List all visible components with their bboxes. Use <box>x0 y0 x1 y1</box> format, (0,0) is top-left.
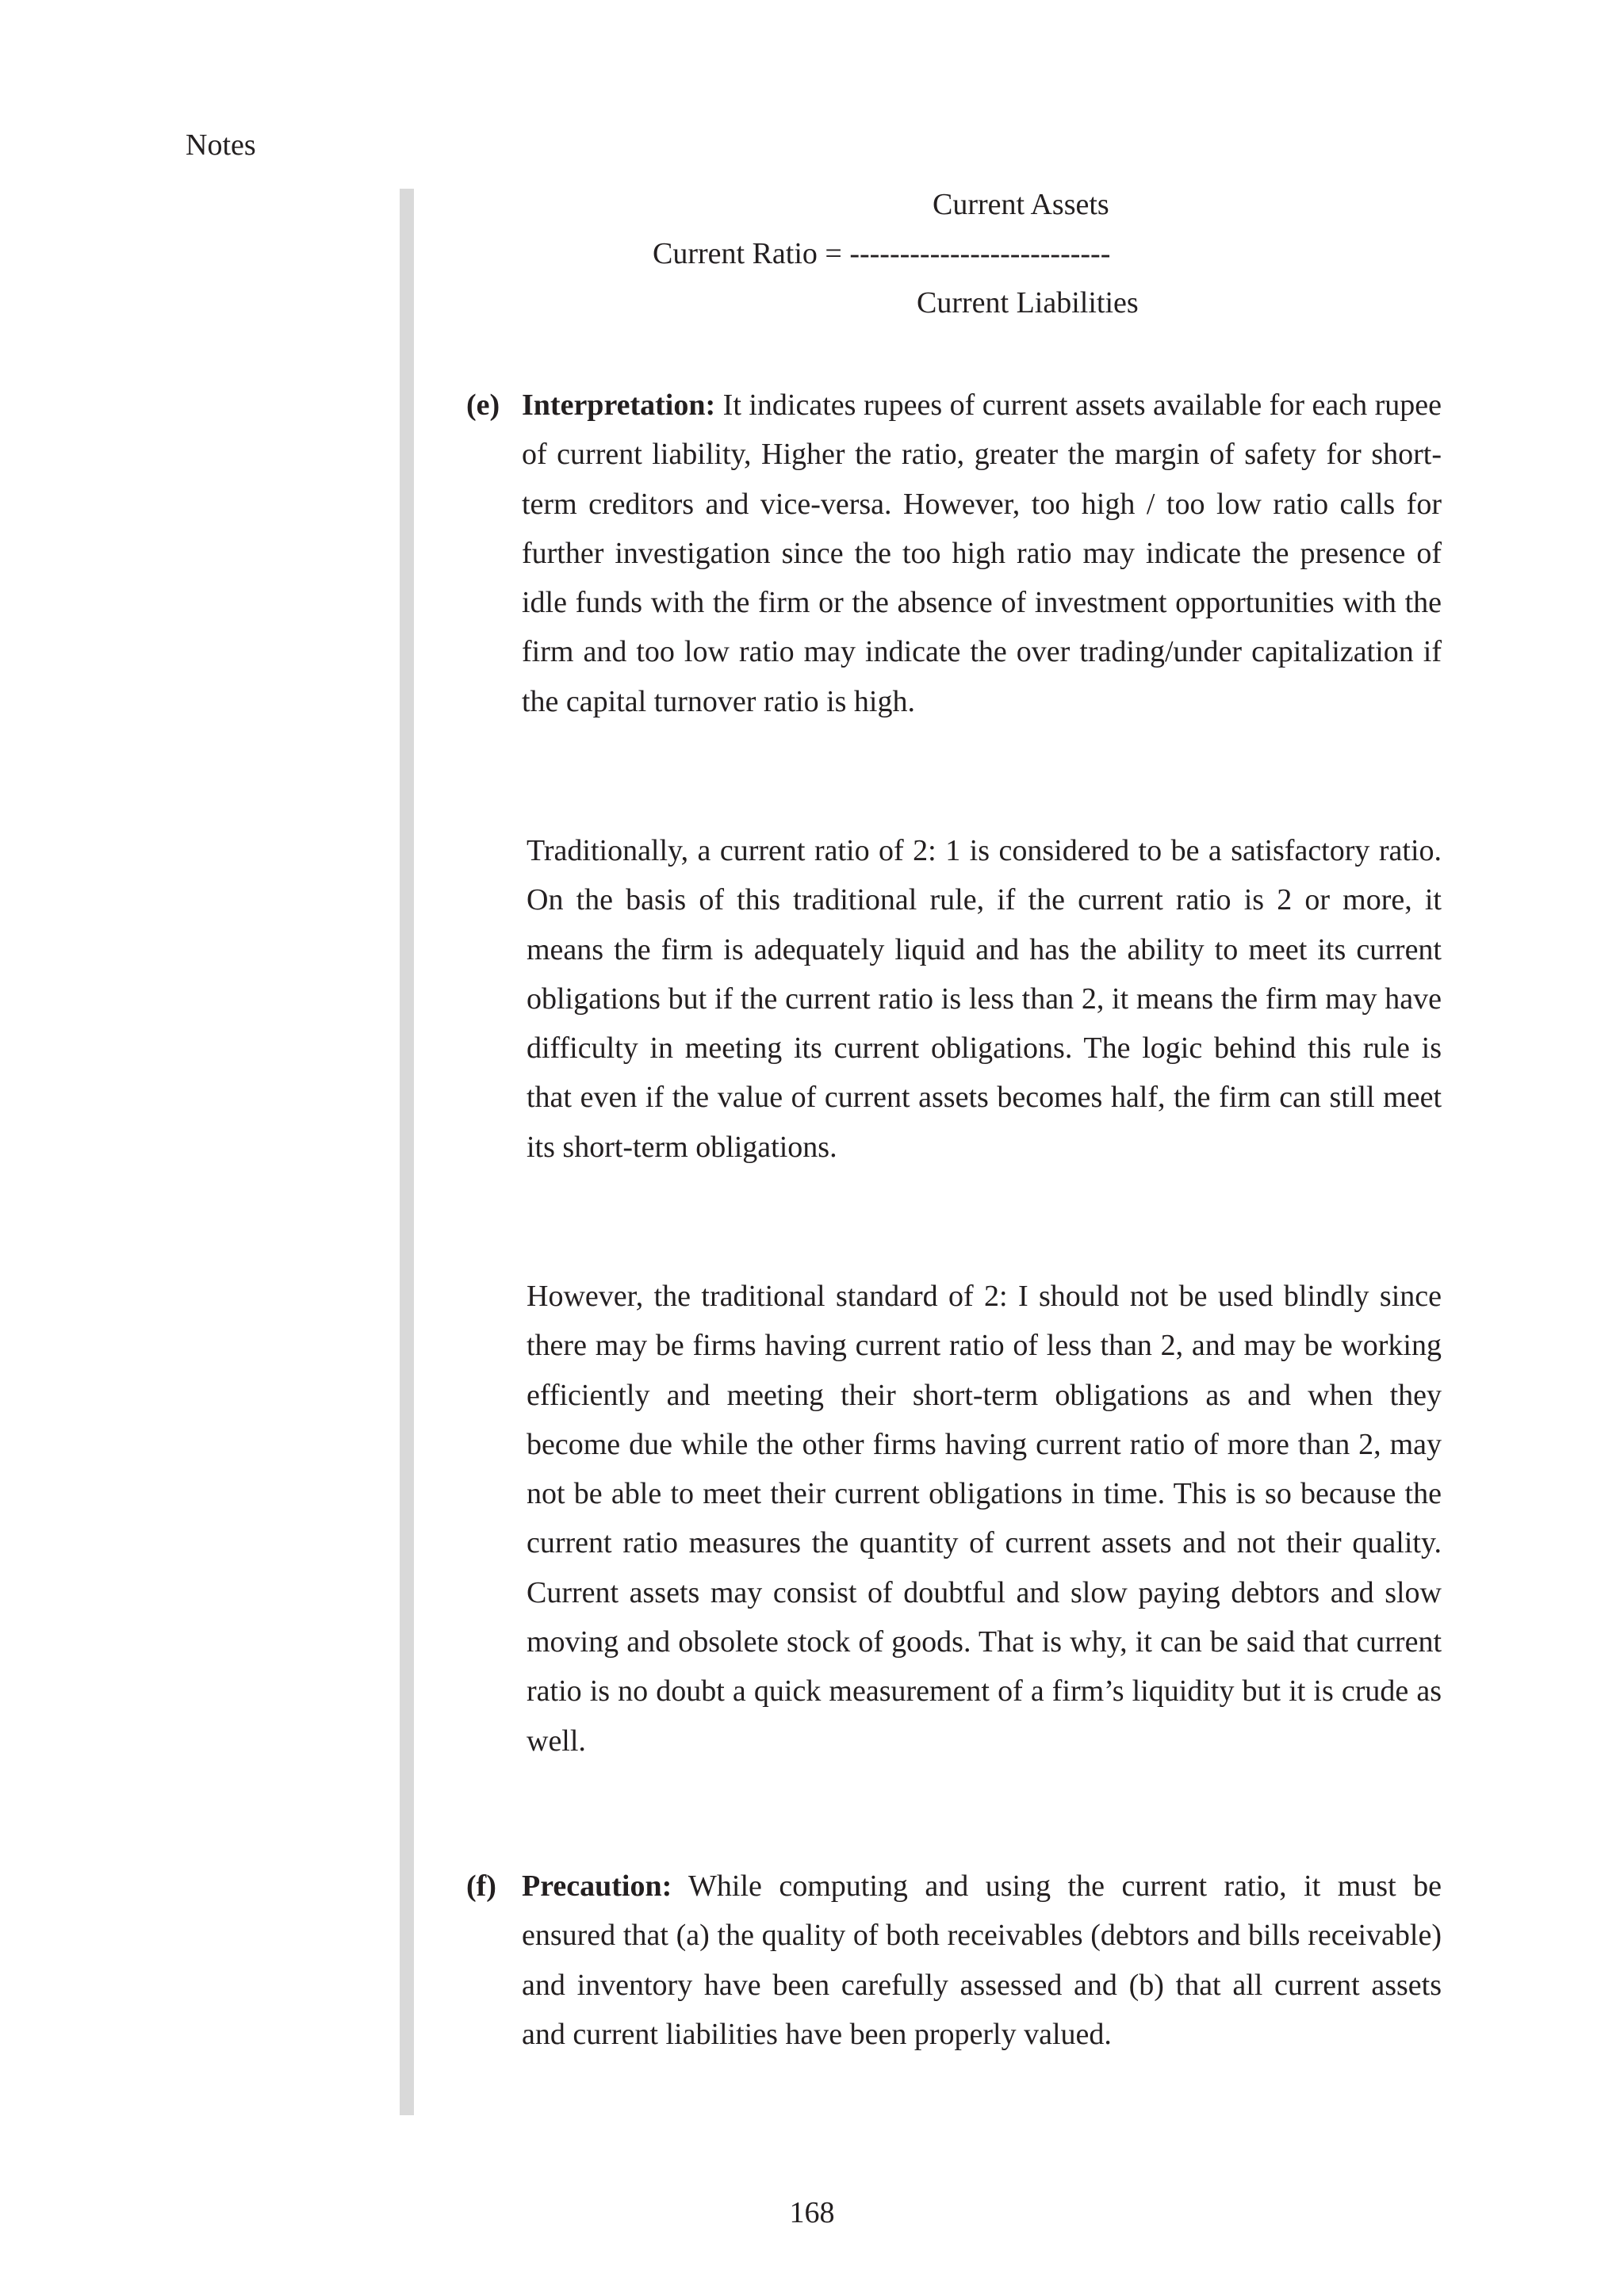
item-marker: (f) <box>466 1869 496 1903</box>
formula-denominator: Current Liabilities <box>917 286 1139 320</box>
item-marker: (e) <box>466 388 500 422</box>
item-body <box>522 1862 1442 2059</box>
item-text: It indicates rupees of current assets available for each rupee of current liability, Higher the ratio, greater the margin of safety for short-term creditors and vice-versa. However, too high / too low ratio calls for further investigation since the too high ratio may indicate the presence of idle funds with the firm or the absence of investment opportunities with the firm and too low ratio may indicate the over trading/under capitalization if the capital turnover ratio is high. <box>522 388 1442 718</box>
item-heading: Interpretation: <box>522 388 716 422</box>
item-body <box>522 381 1442 726</box>
item-heading: Precaution: <box>522 1869 672 1903</box>
item-interpretation <box>466 381 1442 726</box>
item-precaution <box>466 1862 1442 2059</box>
item-text: While computing and using the current ratio, it must be ensured that (a) the quality of both receivables (debtors and bills receivable) and inventory have been carefully assessed and (b) that all current assets and current liabilities have been properly valued. <box>522 1869 1442 2051</box>
margin-notes-label: Notes <box>186 128 256 162</box>
paragraph-traditional-standard: However, the traditional standard of 2: I should not be used blindly since there may be firms having current ratio of less than 2, and may be working efficiently and meeting their short-term obligations as and when they become due while the other firms having current ratio of more than 2, may not be able to meet their current obligations in time. This is so because the current ratio measures the quantity of current assets and not their quality. Current assets may consist of doubtful and slow paying debtors and slow moving and obsolete stock of goods. That is why, it can be said that current ratio is no doubt a quick measurement of a firm’s liquidity but it is crude as well. <box>527 1280 1442 1758</box>
current-ratio-formula <box>0 0 1624 333</box>
formula-lhs: Current Ratio = -------------------------- <box>653 237 1111 270</box>
paragraph-traditional-rule: Traditionally, a current ratio of 2: 1 is considered to be a satisfactory ratio. On the basis of this traditional rule, if the current ratio is 2 or more, it means the firm is adequately liquid and has the ability to meet its current obligations but if the current ratio is less than 2, it means the firm may have difficulty in meeting its current obligations. The logic behind this rule is that even if the value of current assets becomes half, the firm can still meet its short-term obligations. <box>527 834 1442 1164</box>
page-number: 168 <box>789 2196 835 2229</box>
margin-side-bar <box>400 189 414 2115</box>
formula-numerator: Current Assets <box>933 188 1109 221</box>
